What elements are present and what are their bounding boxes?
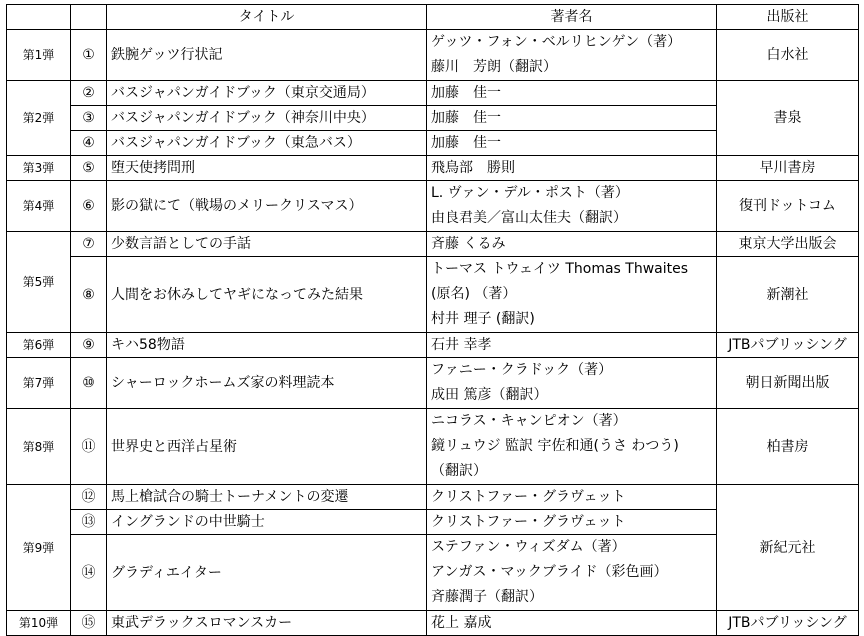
header-title: タイトル [107,5,427,30]
author-cell: 加藤 佳一 [427,131,717,156]
volume-cell: 第3弾 [7,156,71,181]
table-row [7,232,859,257]
author-line: 藤川 芳朗（翻訳） [431,59,557,75]
number-cell: ⑫ [71,485,107,510]
number-cell: ⑩ [71,358,107,409]
author-line: L. ヴァン・デル・ポスト（著） [431,185,629,201]
table-row [7,333,859,358]
author-line: 鏡リュウジ 監訳 宇佐和通(うさ わつう) [431,438,679,454]
publisher-cell: 復刊ドットコム [717,181,859,232]
number-cell: ⑪ [71,409,107,485]
title-cell: バスジャパンガイドブック（神奈川中央） [107,106,427,131]
number-cell: ⑦ [71,232,107,257]
title-cell: 人間をお休みしてヤギになってみた結果 [107,257,427,333]
author-cell: 石井 幸孝 [427,333,717,358]
table-row [7,156,859,181]
table-row [7,257,859,333]
author-cell: 花上 嘉成 [427,611,717,636]
number-cell: ④ [71,131,107,156]
author-cell: 斉藤 くるみ [427,232,717,257]
author-cell [427,30,717,81]
publisher-cell: 白水社 [717,30,859,81]
title-cell: 東武デラックスロマンスカー [107,611,427,636]
author-line: アンガス・マックブライド（彩色画） [431,564,668,580]
header-row [7,5,859,30]
volume-cell: 第8弾 [7,409,71,485]
publisher-cell: 朝日新聞出版 [717,358,859,409]
volume-cell: 第5弾 [7,232,71,333]
title-cell: シャーロックホームズ家の料理読本 [107,358,427,409]
publisher-cell: 東京大学出版会 [717,232,859,257]
number-cell: ⑥ [71,181,107,232]
publisher-cell: JTBパブリッシング [717,611,859,636]
table-row [7,409,859,485]
title-cell: キハ58物語 [107,333,427,358]
author-line: ファニー・クラドック（著） [431,362,613,378]
title-cell: イングランドの中世騎士 [107,510,427,535]
volume-cell: 第6弾 [7,333,71,358]
publisher-cell: JTBパブリッシング [717,333,859,358]
number-cell: ⑨ [71,333,107,358]
author-cell [427,535,717,611]
publisher-cell: 書泉 [717,81,859,156]
publisher-cell: 早川書房 [717,156,859,181]
volume-cell: 第9弾 [7,485,71,611]
header-number [71,5,107,30]
title-cell: バスジャパンガイドブック（東京交通局） [107,81,427,106]
number-cell: ① [71,30,107,81]
table-row [7,81,859,106]
author-cell [427,257,717,333]
author-cell: 加藤 佳一 [427,81,717,106]
author-line: 村井 理子 (翻訳) [431,311,535,327]
number-cell: ③ [71,106,107,131]
number-cell: ⑧ [71,257,107,333]
author-line: 成田 篤彦（翻訳） [431,387,548,403]
header-volume [7,5,71,30]
title-cell: 世界史と西洋占星術 [107,409,427,485]
number-cell: ⑭ [71,535,107,611]
author-cell [427,181,717,232]
header-publisher: 出版社 [717,5,859,30]
author-cell: 飛鳥部 勝則 [427,156,717,181]
title-cell: 影の獄にて（戦場のメリークリスマス） [107,181,427,232]
table-row [7,30,859,81]
title-cell: 鉄腕ゲッツ行状記 [107,30,427,81]
author-cell: クリストファー・グラヴェット [427,485,717,510]
title-cell: 堕天使拷問刑 [107,156,427,181]
author-line: トーマス トウェイツ Thomas Thwaites [431,261,689,277]
author-line: 斉藤潤子（翻訳） [431,589,543,605]
author-cell [427,358,717,409]
title-cell: 馬上槍試合の騎士トーナメントの変遷 [107,485,427,510]
author-line: ステファン・ウィズダム（著） [431,539,626,555]
author-line: 由良君美／富山太佳夫（翻訳） [431,210,627,226]
header-author: 著者名 [427,5,717,30]
title-cell: 少数言語としての手話 [107,232,427,257]
publisher-cell: 新紀元社 [717,485,859,611]
author-line: ニコラス・キャンピオン（著） [431,413,627,429]
author-cell: 加藤 佳一 [427,106,717,131]
publisher-cell: 新潮社 [717,257,859,333]
author-line: ゲッツ・フォン・ベルリヒンゲン（著） [431,34,682,50]
table-row [7,181,859,232]
author-cell: クリストファー・グラヴェット [427,510,717,535]
number-cell: ⑮ [71,611,107,636]
volume-cell: 第4弾 [7,181,71,232]
number-cell: ⑤ [71,156,107,181]
volume-cell: 第2弾 [7,81,71,156]
book-list-table [6,4,859,636]
volume-cell: 第1弾 [7,30,71,81]
table-row [7,485,859,510]
table-row [7,611,859,636]
author-line: (原名) （著） [431,286,517,302]
number-cell: ② [71,81,107,106]
volume-cell: 第10弾 [7,611,71,636]
number-cell: ⑬ [71,510,107,535]
publisher-cell: 柏書房 [717,409,859,485]
volume-cell: 第7弾 [7,358,71,409]
author-cell [427,409,717,485]
table-row [7,358,859,409]
author-line: （翻訳） [431,463,487,479]
title-cell: グラディエイター [107,535,427,611]
title-cell: バスジャパンガイドブック（東急バス） [107,131,427,156]
